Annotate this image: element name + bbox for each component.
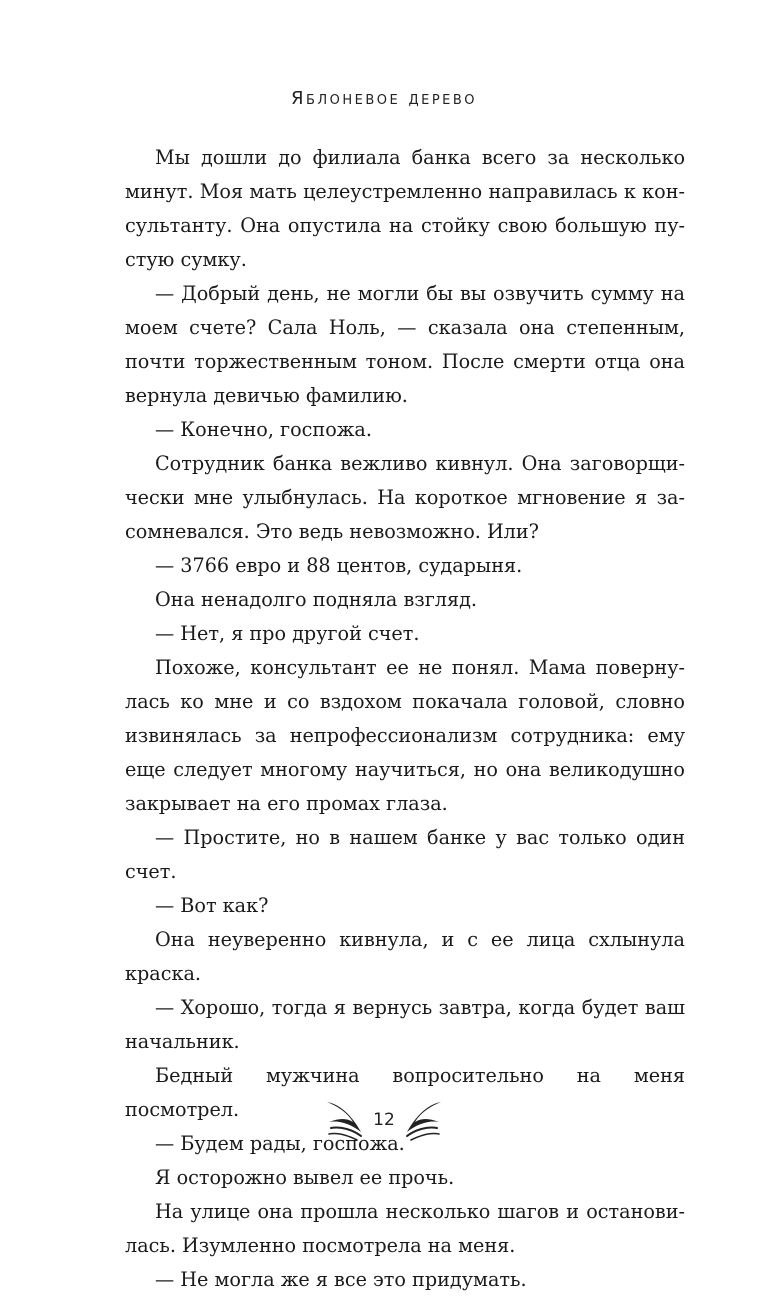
leaf-flourish-left-icon <box>325 1098 365 1142</box>
paragraph: Похоже, консультант ее не понял. Мама повернулась ко мне и со вздохом покачала головой, словно извинялась за непрофессионализм сотрудника: ему еще следует многому научиться, но она великодушно закрывает на его промах глаза. <box>125 656 685 815</box>
paragraph: Она неуверенно кивнула, и с ее лица схлынула краска. <box>125 928 685 985</box>
paragraph: Я осторожно вывел ее прочь. <box>155 1166 455 1189</box>
paragraph: Она ненадолго подняла взгляд. <box>155 588 477 611</box>
running-head: Яблоневое дерево <box>290 88 478 109</box>
paragraph: — Добрый день, не могли бы вы озвучить сумму на моем счете? Сала Ноль, — сказала она степенным, почти торжественным тоном. После смерти отца она вернула девичью фамилию. <box>125 282 685 407</box>
paragraph: — Хорошо, тогда я вернусь завтра, когда будет ваш начальник. <box>125 996 685 1053</box>
page-footer <box>0 1095 768 1145</box>
paragraph: Сотрудник банка вежливо кивнул. Она заговорщически мне улыбнулась. На короткое мгновение я засомневался. Это ведь невозможно. Или? <box>125 452 685 543</box>
paragraph: — Будем рады, госпожа. <box>155 1132 405 1155</box>
paragraph: — Не могла же я все это придумать. <box>155 1268 527 1291</box>
paragraph: — Вот как? <box>155 894 269 917</box>
paragraph: На улице она прошла несколько шагов и остановилась. Изумленно посмотрела на меня. <box>125 1200 685 1257</box>
paragraph: Бедный мужчина вопросительно на меня посмотрел. <box>125 1064 685 1121</box>
paragraph: — Простите, но в нашем банке у вас только один счет. <box>125 826 685 883</box>
paragraph: — Нет, я про другой счет. <box>155 622 420 645</box>
paragraph: — 3766 евро и 88 центов, сударыня. <box>155 554 523 577</box>
leaf-flourish-right-icon <box>403 1098 443 1142</box>
paragraph: Мы дошли до филиала банка всего за несколько минут. Моя мать целеустремленно направилась к консультанту. Она опустила на стойку свою большую пустую сумку. <box>125 146 685 271</box>
paragraph: — Конечно, госпожа. <box>155 418 372 441</box>
page-number: 12 <box>373 1110 395 1130</box>
